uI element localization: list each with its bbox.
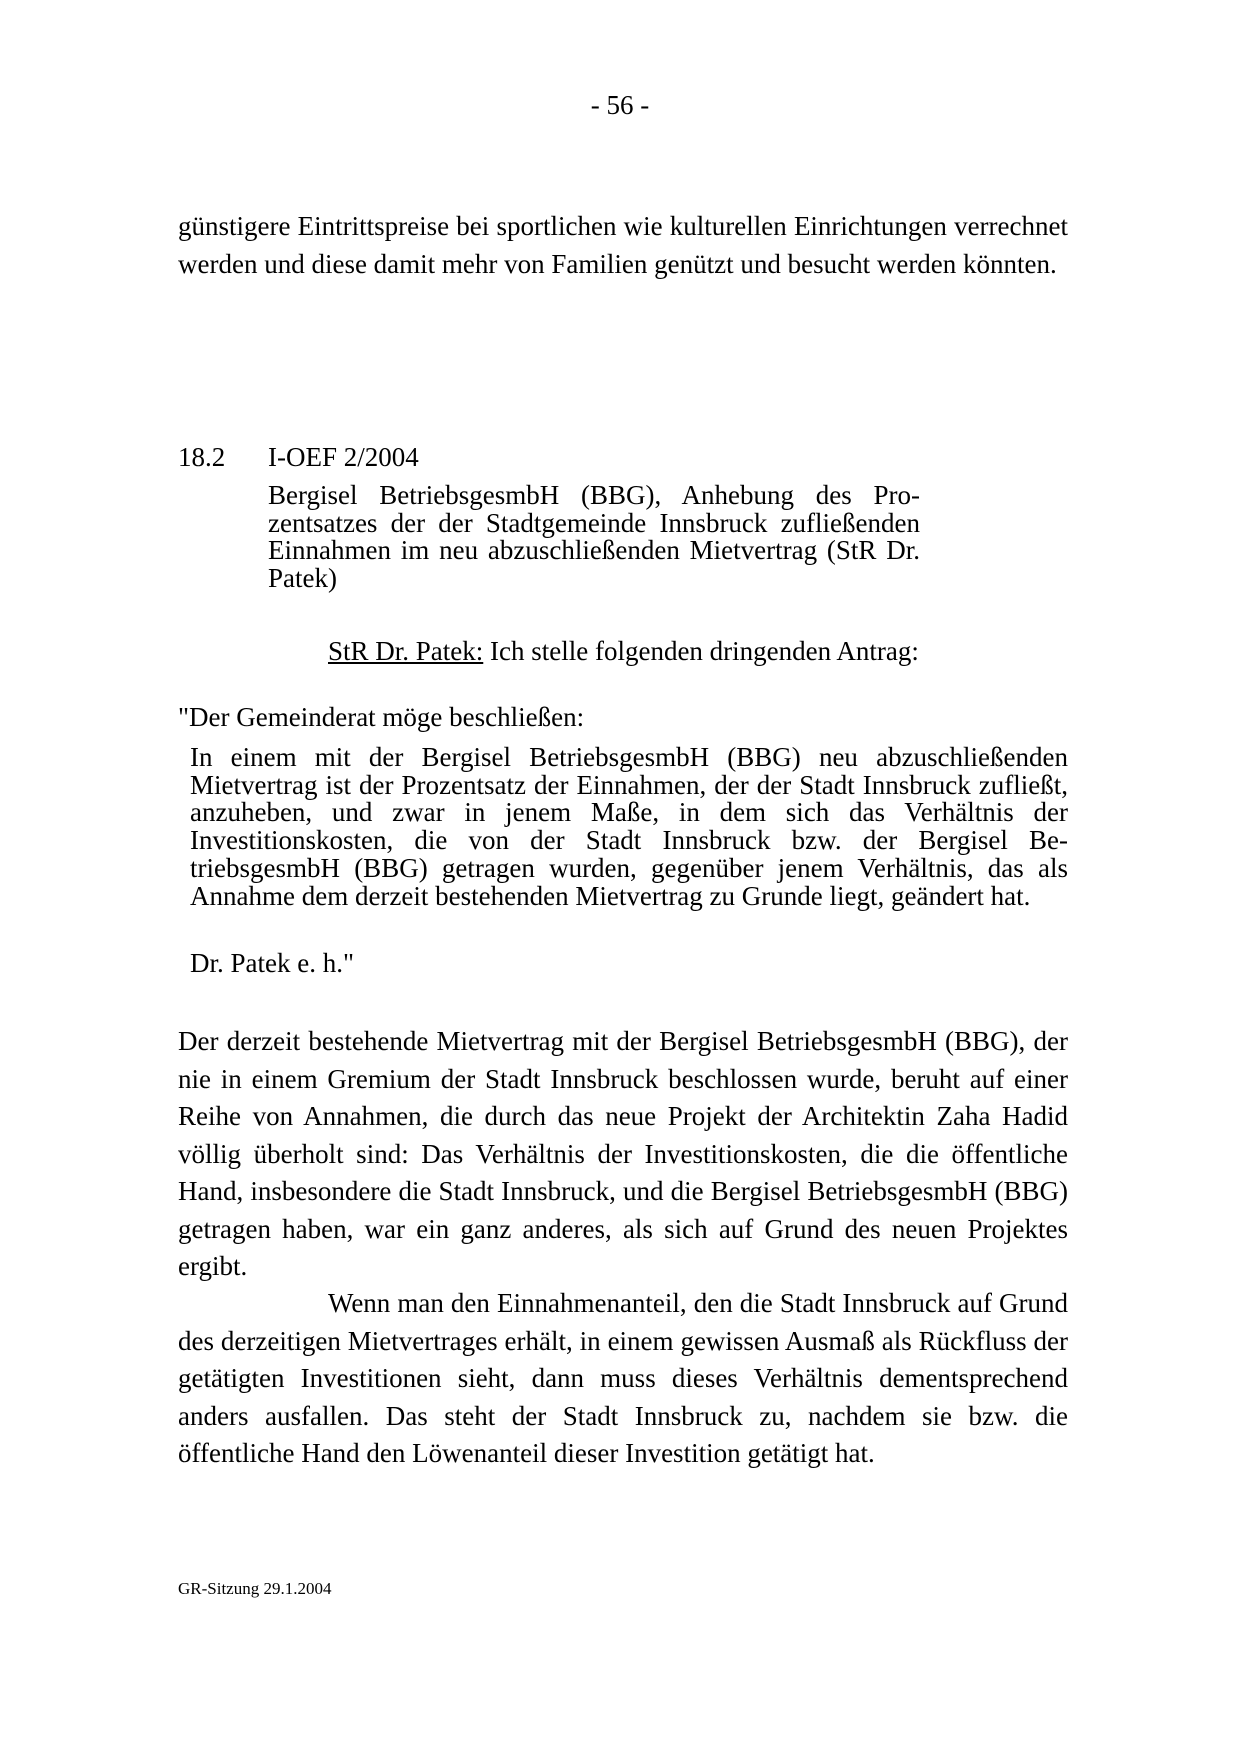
item-description: Bergisel BetriebsgesmbH (BBG), Anhebung des Prozentsatzes der der Stadtgemeinde Innsbruck zufließenden Einnahmen im neu abzuschließenden Mietvertrag (StR Dr. Patek) <box>268 480 920 593</box>
page-number: - 56 - <box>590 90 650 120</box>
footer-session-date: GR-Sitzung 29.1.2004 <box>178 1579 332 1598</box>
quote-intro: "Der Gemeinderat möge beschließen: <box>178 702 585 732</box>
motion-speaker: StR Dr. Patek: <box>328 636 484 666</box>
motion-statement <box>328 634 919 668</box>
body-paragraph: Wenn man den Einnahmenanteil, den die Stadt Innsbruck auf Grund des derzeitigen Mietvertrages erhält, in einem gewissen Ausmaß als Rückfluss der getätigten Investitionen sieht, dann muss dieses Verhältnis dementsprechend anders ausfallen. Das steht der Stadt Innsbruck zu, nachdem sie bzw. die öffentliche Hand den Löwenanteil dieser Investition getätigt hat. <box>178 1288 1068 1468</box>
quote-body: In einem mit der Bergisel BetriebsgesmbH (BBG) neu abzuschließenden Mietvertrag ist der Prozentsatz der Einnahmen, der der Stadt Innsbruck zufließt, anzuheben, und zwar in jenem Maße, in dem sich das Verhältnis der Investitionskosten, die von der Stadt Innsbruck bzw. der Bergisel BetriebsgesmbH (BBG) getragen wurden, gegenüber jenem Verhältnis, das als Annahme dem derzeit bestehenden Mietvertrag zu Grunde liegt, geändert hat. <box>190 742 1068 911</box>
quote-signature: Dr. Patek e. h." <box>190 948 354 978</box>
body-paragraph: Der derzeit bestehende Mietvertrag mit der Bergisel BetriebsgesmbH (BBG), der nie in einem Gremium der Stadt Innsbruck beschlossen wurde, beruht auf einer Reihe von Annahmen, die durch das neue Projekt der Architektin Zaha Hadid völlig überholt sind: Das Verhältnis der Investitionskosten, die die öffentliche Hand, insbesondere die Stadt Innsbruck, und die Bergisel BetriebsgesmbH (BBG) getragen haben, war ein ganz anderes, als sich auf Grund des neuen Projektes ergibt. <box>178 1026 1068 1281</box>
item-code: I-OEF 2/2004 <box>268 442 419 472</box>
motion-text: Ich stelle folgenden dringenden Antrag: <box>483 636 919 666</box>
intro-paragraph: günstigere Eintrittspreise bei sportlichen wie kulturellen Einrichtungen verrechnet werden und diese damit mehr von Familien genützt und besucht werden könnten. <box>178 211 1068 279</box>
item-number: 18.2 <box>178 442 226 472</box>
